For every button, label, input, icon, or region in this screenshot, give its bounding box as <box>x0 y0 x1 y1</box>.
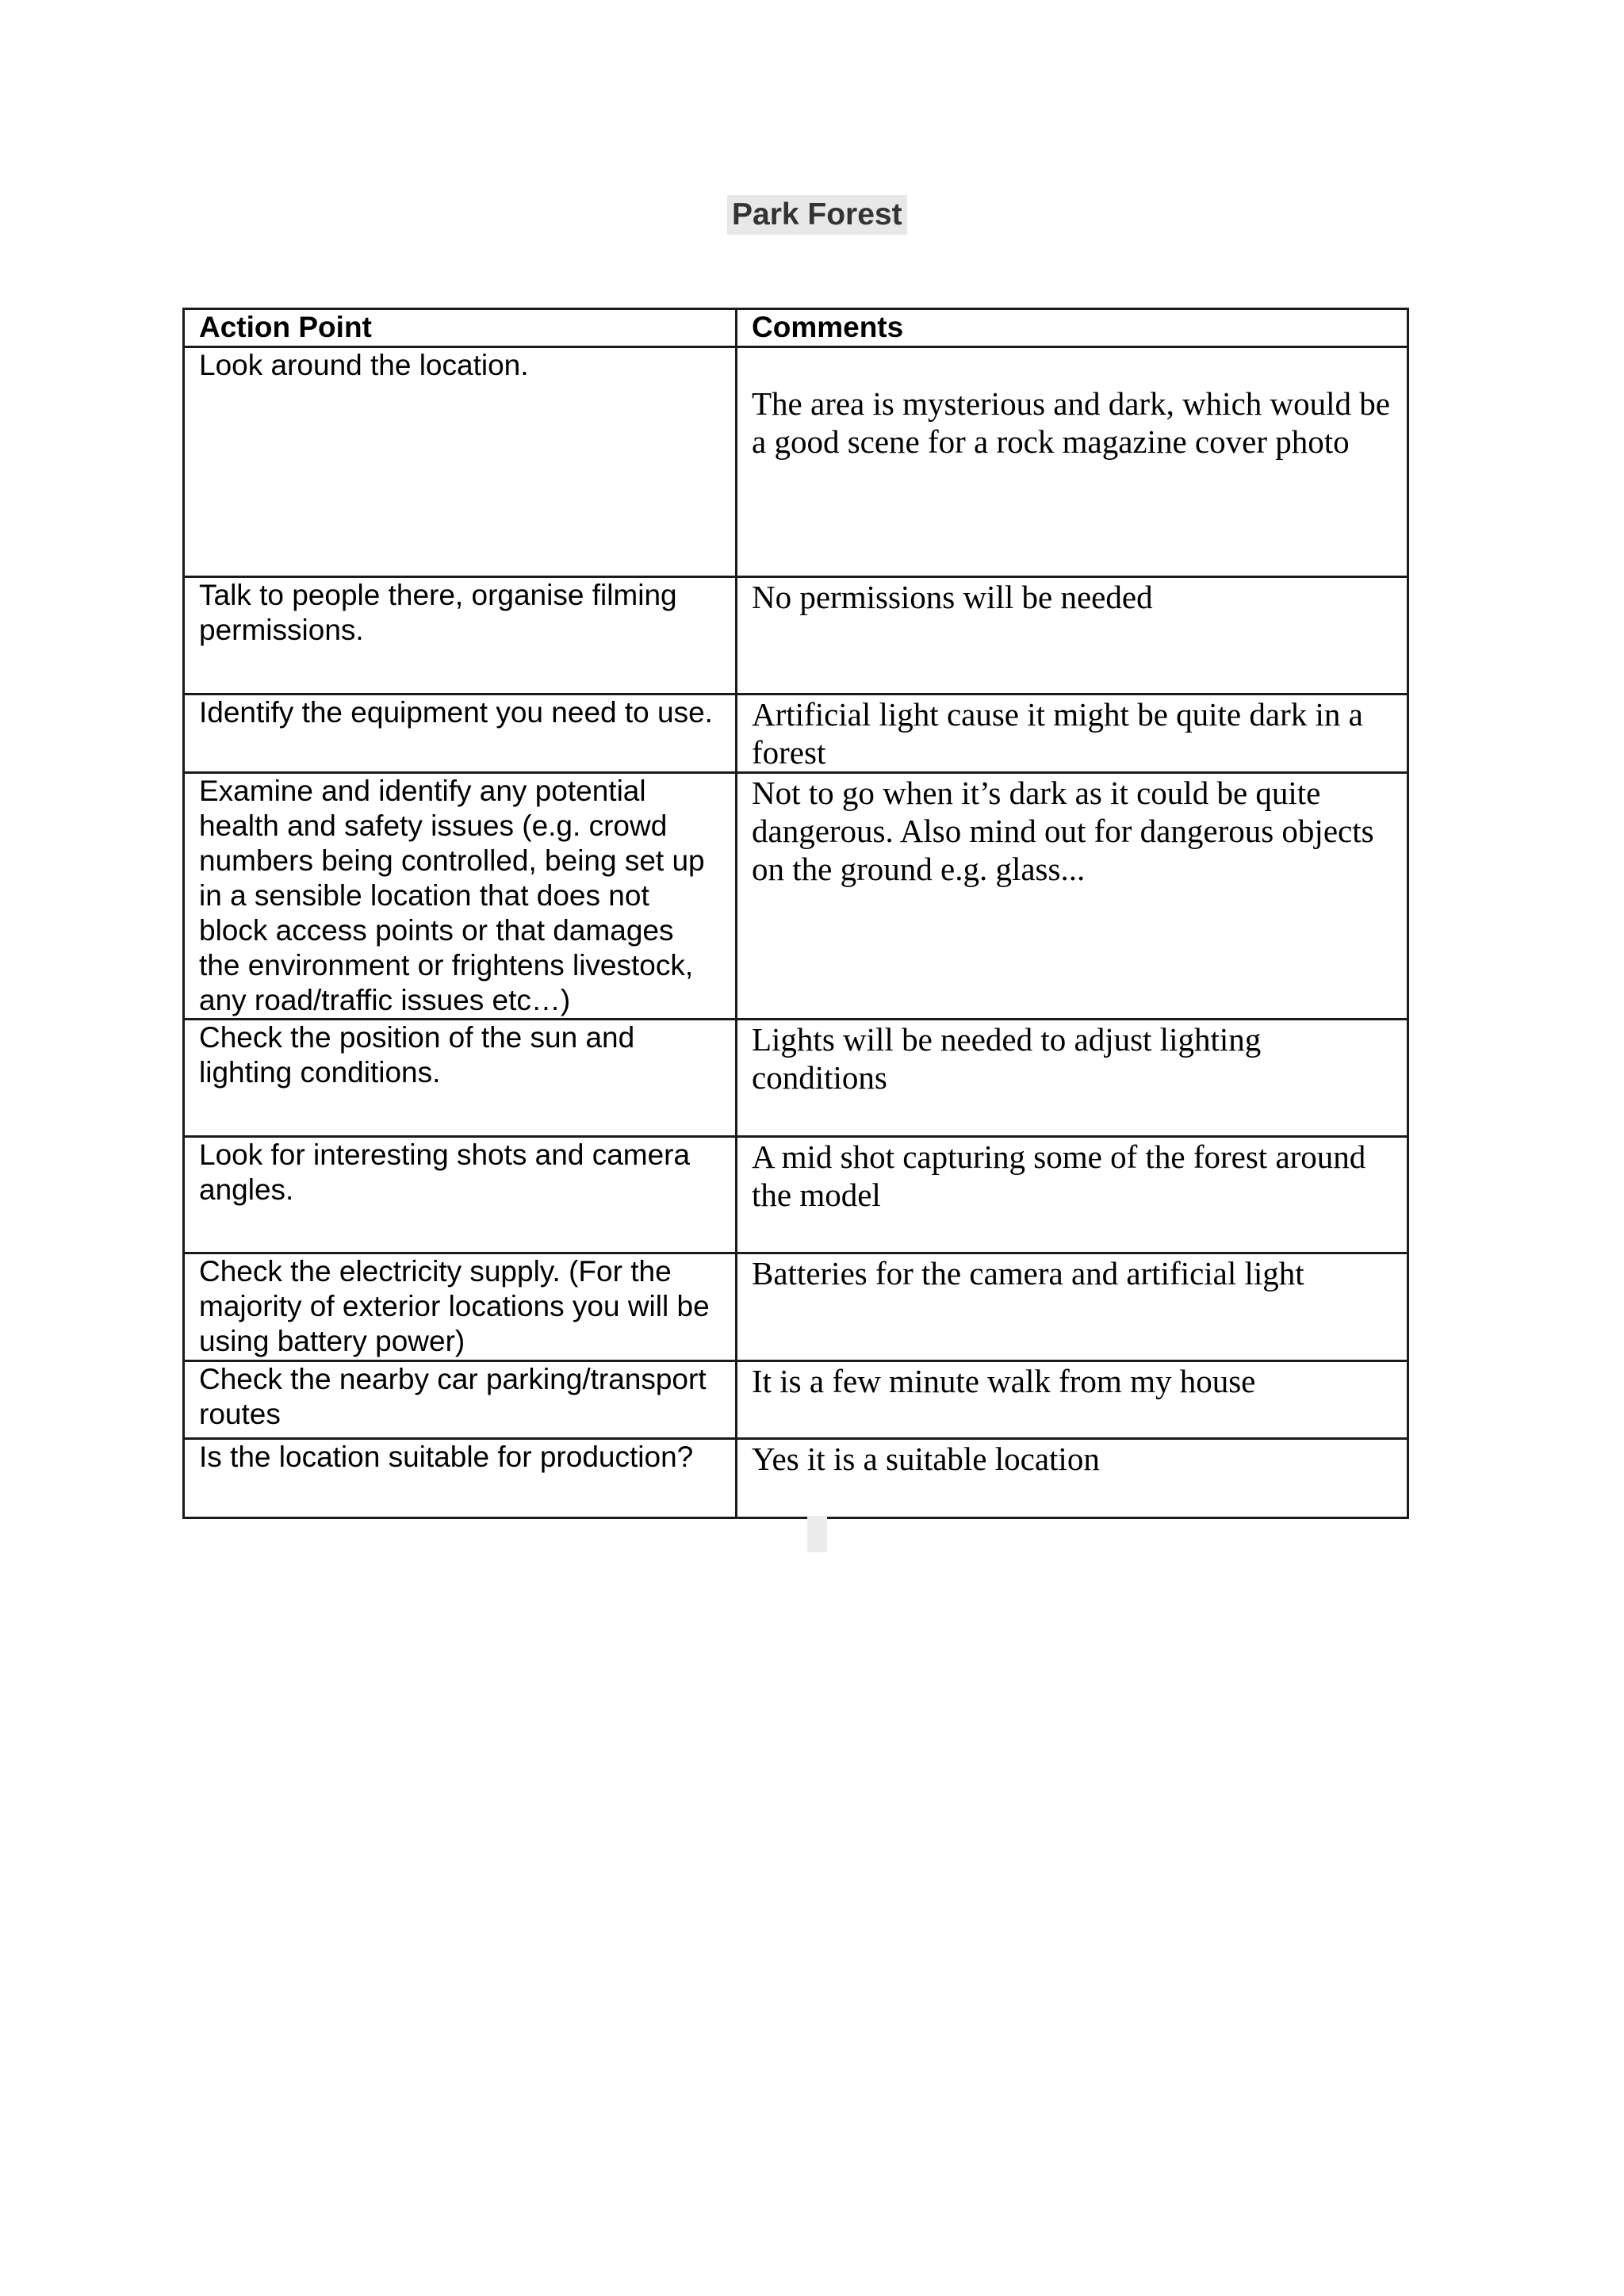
comment-cell: It is a few minute walk from my house <box>737 1361 1408 1439</box>
table-row <box>184 1253 1408 1361</box>
comment-cell: Yes it is a suitable location <box>737 1439 1408 1518</box>
header-comments: Comments <box>737 309 1408 347</box>
header-action-point: Action Point <box>184 309 737 347</box>
action-point-cell: Is the location suitable for production? <box>184 1439 737 1518</box>
action-point-cell: Check the position of the sun and lighting conditions. <box>184 1020 737 1137</box>
action-point-cell: Talk to people there, organise filming permissions. <box>184 577 737 695</box>
location-recce-table <box>182 308 1409 1519</box>
action-point-cell: Look around the location. <box>184 347 737 577</box>
action-point-cell: Check the electricity supply. (For the majority of exterior locations you will be using battery power) <box>184 1253 737 1361</box>
comment-cell: The area is mysterious and dark, which would be a good scene for a rock magazine cover photo <box>737 347 1408 577</box>
page-title: Park Forest <box>727 195 907 235</box>
action-point-cell: Identify the equipment you need to use. <box>184 695 737 773</box>
comment-cell: No permissions will be needed <box>737 577 1408 695</box>
table-row <box>184 773 1408 1020</box>
table-row <box>184 695 1408 773</box>
table-row <box>184 1020 1408 1137</box>
page-marker <box>807 1516 827 1552</box>
action-point-cell: Check the nearby car parking/transport routes <box>184 1361 737 1439</box>
comment-cell: Artificial light cause it might be quite dark in a forest <box>737 695 1408 773</box>
action-point-cell: Look for interesting shots and camera angles. <box>184 1137 737 1253</box>
comment-cell: Not to go when it’s dark as it could be quite dangerous. Also mind out for dangerous objects on the ground e.g. glass... <box>737 773 1408 1020</box>
action-point-cell: Examine and identify any potential health and safety issues (e.g. crowd numbers being controlled, being set up in a sensible location that does not block access points or that damages the environment or frightens livestock, any road/traffic issues etc…) <box>184 773 737 1020</box>
comment-cell: A mid shot capturing some of the forest around the model <box>737 1137 1408 1253</box>
table-row <box>184 1361 1408 1439</box>
comment-cell: Lights will be needed to adjust lighting conditions <box>737 1020 1408 1137</box>
comment-cell: Batteries for the camera and artificial light <box>737 1253 1408 1361</box>
table-row <box>184 1137 1408 1253</box>
table-row <box>184 347 1408 577</box>
table-header-row <box>184 309 1408 347</box>
table-row <box>184 1439 1408 1518</box>
table-row <box>184 577 1408 695</box>
